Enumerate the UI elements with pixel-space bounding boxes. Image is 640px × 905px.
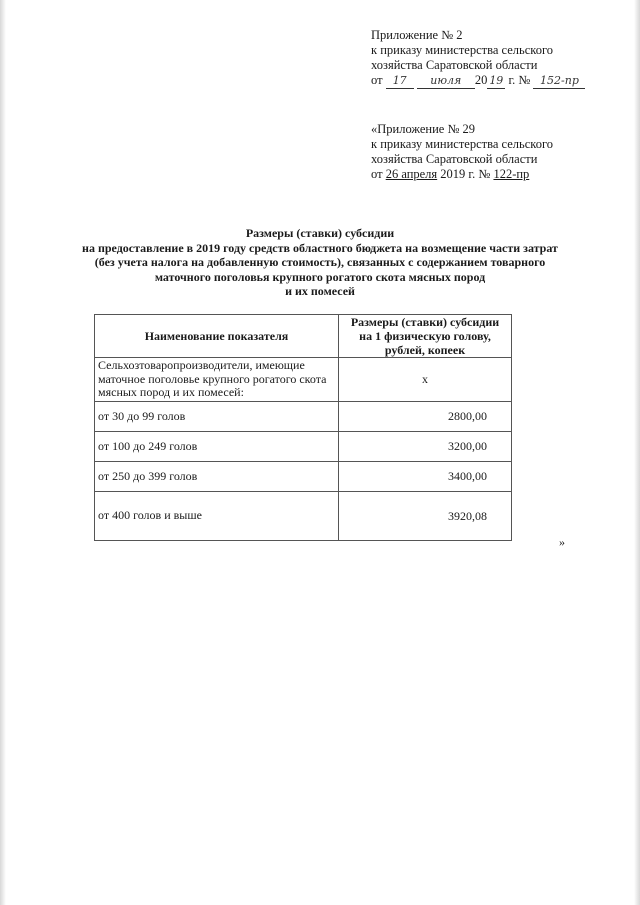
appendix-2-title: Приложение № 2: [371, 28, 463, 42]
header-cell-value: [339, 315, 512, 358]
header-cell-name: Наименование показателя: [95, 315, 339, 358]
row-value: х: [339, 358, 512, 402]
appendix-29-number-value: 122-пр: [493, 167, 530, 181]
appendix-2-header: [371, 28, 585, 89]
table-row: [95, 432, 512, 462]
row-name: Сельхозтоваропроизводители, имеющие маточное поголовье крупного рогатого скота мясных пород и их помесей:: [95, 358, 339, 402]
appendix-2-year-prefix: 20: [474, 73, 488, 87]
row-value: 3400,00: [339, 462, 512, 492]
scan-edge-right: [634, 0, 640, 905]
row-name: от 100 до 249 голов: [95, 432, 339, 462]
appendix-2-year-suffix: 19: [489, 74, 504, 87]
appendix-2-date-line: [371, 73, 585, 89]
row-name: от 30 до 99 голов: [95, 402, 339, 432]
table-header-row: [95, 315, 512, 358]
row-name: от 250 до 399 голов: [95, 462, 339, 492]
title-line-1: Размеры (ставки) субсидии: [245, 226, 395, 240]
table-row: [95, 462, 512, 492]
header-value-line-1: Размеры (ставки) субсидии: [350, 315, 500, 329]
appendix-2-number-value: 152-пр: [533, 73, 585, 89]
appendix-29-date-text: 26 апреля: [385, 167, 438, 181]
row-name: от 400 голов и выше: [95, 492, 339, 541]
title-line-2: на предоставление в 2019 году средств областного бюджета на возмещение части затрат: [82, 240, 558, 255]
title-line-5: и их помесей: [285, 284, 355, 299]
appendix-2-date-day: 17: [386, 73, 414, 89]
table-row: [95, 358, 512, 402]
title-line-3: (без учета налога на добавленную стоимость), связанных с содержанием товарного: [94, 255, 546, 270]
appendix-2-ministry-line: хозяйства Саратовской области: [371, 58, 538, 72]
appendix-29-title: «Приложение № 29: [371, 122, 476, 136]
document-title: [60, 226, 580, 299]
appendix-2-number-prefix: г. №: [508, 73, 531, 87]
appendix-29-ministry-line: хозяйства Саратовской области: [371, 152, 538, 166]
appendix-29-header: [371, 122, 553, 182]
table-row: [95, 492, 512, 541]
title-line-4: маточного поголовья крупного рогатого скота мясных пород: [154, 269, 486, 284]
header-value-line-2: на 1 физическую голову, рублей, копеек: [359, 329, 491, 357]
appendix-29-date-line: [371, 167, 553, 182]
appendix-2-order-line: к приказу министерства сельского: [371, 43, 554, 57]
table-row: [95, 402, 512, 432]
row-value: 3200,00: [339, 432, 512, 462]
appendix-29-date-prefix: от: [371, 167, 383, 181]
appendix-2-date-prefix: от: [371, 73, 383, 87]
appendix-29-order-line: к приказу министерства сельского: [371, 137, 554, 151]
appendix-2-date-month: июля: [417, 73, 475, 89]
row-value: 3920,08: [339, 492, 512, 541]
appendix-29-date-year: 2019 г. №: [440, 167, 491, 181]
row-value: 2800,00: [339, 402, 512, 432]
scan-edge-left: [0, 0, 6, 905]
closing-quote-mark: »: [559, 535, 565, 549]
subsidy-rates-table: [94, 314, 512, 541]
